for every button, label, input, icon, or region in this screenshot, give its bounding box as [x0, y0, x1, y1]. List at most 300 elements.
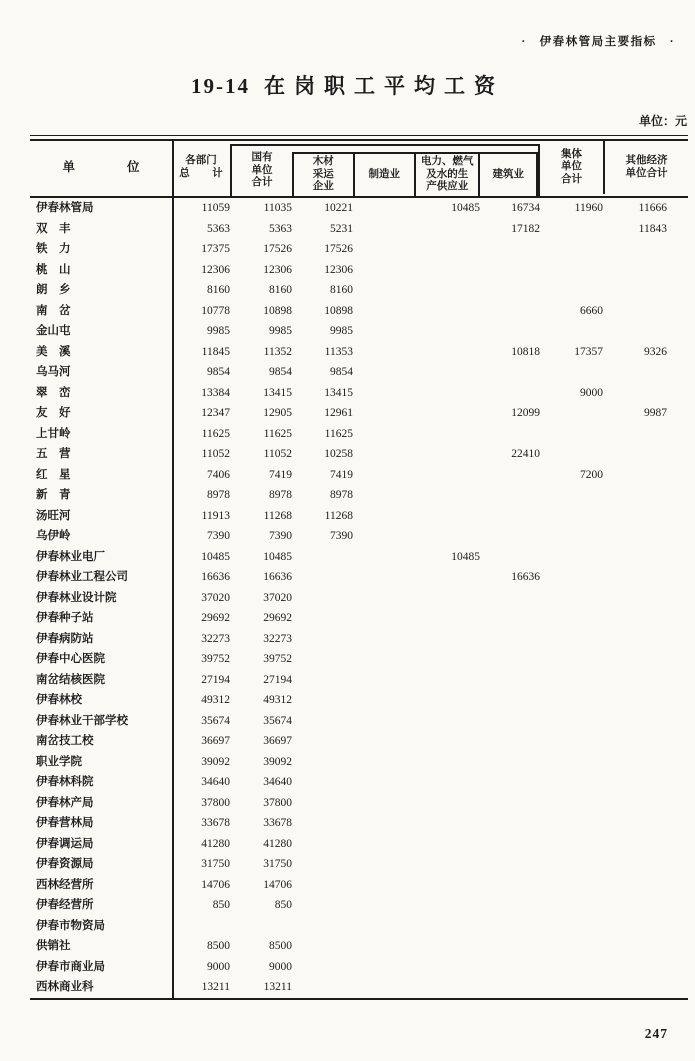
unit-name: 伊春营林局 [36, 817, 94, 829]
value-cell [603, 834, 667, 855]
unit-name: 五 营 [36, 448, 71, 460]
value-cell: 11625 [201, 427, 230, 440]
unit-name: 伊春林校 [36, 694, 82, 706]
value-cell: 6660 [580, 304, 603, 317]
unit-name: 红 星 [36, 468, 71, 481]
value-cell: 16636 [263, 571, 292, 583]
value-cell [540, 649, 603, 670]
value-cell [292, 772, 353, 793]
table-row [30, 526, 688, 547]
value-cell: 9000 [580, 386, 603, 399]
value-cell: 11052 [263, 448, 292, 460]
unit-name: 伊春林管局 [36, 202, 94, 214]
value-cell [480, 834, 540, 855]
table-row [30, 608, 688, 629]
table-row [30, 321, 688, 342]
value-cell [540, 321, 603, 342]
value-cell [540, 875, 603, 896]
state-owned-industry-box [292, 152, 538, 196]
value-cell [480, 608, 540, 629]
unit-name: 伊春经营所 [36, 899, 94, 911]
value-cell [480, 957, 540, 978]
table-row [30, 957, 688, 978]
value-cell [540, 793, 603, 814]
unit-name: 金山屯 [36, 325, 71, 337]
value-cell [415, 567, 480, 588]
value-cell [415, 424, 480, 445]
table-row [30, 239, 688, 260]
value-cell: 33678 [201, 817, 230, 829]
unit-name: 朗 乡 [36, 284, 71, 296]
value-cell [353, 670, 415, 691]
value-cell [353, 711, 415, 732]
value-cell: 10898 [263, 304, 292, 317]
table-row [30, 362, 688, 383]
table-row [30, 813, 688, 834]
value-cell [603, 957, 667, 978]
value-cell: 27194 [201, 673, 230, 686]
value-cell [292, 547, 353, 568]
value-cell [353, 813, 415, 834]
value-cell: 13415 [324, 386, 353, 399]
value-cell [540, 895, 603, 916]
unit-name: 乌马河 [36, 366, 71, 378]
value-cell [292, 670, 353, 691]
value-cell [480, 424, 540, 445]
value-cell [415, 629, 480, 650]
value-cell [540, 608, 603, 629]
value-cell [353, 752, 415, 773]
value-cell [603, 260, 667, 281]
value-cell [603, 465, 667, 486]
value-cell [353, 342, 415, 363]
value-cell [292, 711, 353, 732]
value-cell [292, 977, 353, 998]
value-cell: 10778 [201, 304, 230, 317]
col-header-state-total: 国有 单位 合计 [251, 152, 273, 189]
table-row [30, 731, 688, 752]
value-cell [415, 526, 480, 547]
value-cell [540, 957, 603, 978]
unit-name: 职业学院 [36, 755, 82, 768]
value-cell: 32273 [201, 632, 230, 645]
value-cell [603, 321, 667, 342]
unit-name: 铁 力 [36, 243, 71, 255]
table-row [30, 301, 688, 322]
table-row [30, 198, 688, 219]
value-cell: 11913 [201, 509, 230, 522]
value-cell: 10485 [201, 550, 230, 563]
value-cell: 9854 [330, 366, 353, 378]
table-row [30, 403, 688, 424]
value-cell [353, 424, 415, 445]
value-cell [480, 670, 540, 691]
value-cell [540, 916, 603, 937]
value-cell [292, 916, 353, 937]
value-cell [353, 895, 415, 916]
value-cell: 9985 [207, 325, 230, 337]
value-cell [540, 629, 603, 650]
value-cell [603, 916, 667, 937]
value-cell [353, 916, 415, 937]
value-cell [480, 301, 540, 322]
value-cell: 9326 [644, 345, 667, 358]
unit-name: 双 丰 [36, 222, 71, 235]
value-cell: 8160 [269, 284, 292, 296]
unit-name: 伊春林业工程公司 [36, 571, 128, 583]
unit-name: 乌伊岭 [36, 530, 71, 542]
value-cell [480, 260, 540, 281]
value-cell [415, 895, 480, 916]
value-cell [415, 793, 480, 814]
value-cell [353, 875, 415, 896]
value-cell [603, 362, 667, 383]
value-cell: 9985 [269, 325, 292, 337]
table-row [30, 752, 688, 773]
table-row [30, 547, 688, 568]
value-cell [540, 403, 603, 424]
col-header-construction: 建筑业 [478, 154, 536, 196]
value-cell: 14706 [263, 878, 292, 891]
value-cell [353, 280, 415, 301]
unit-name: 西林经营所 [36, 878, 94, 891]
value-cell [415, 772, 480, 793]
value-cell: 11059 [201, 202, 230, 214]
table-header [30, 141, 688, 198]
page-title [0, 70, 695, 100]
value-cell [292, 793, 353, 814]
value-cell [415, 731, 480, 752]
value-cell [415, 649, 480, 670]
table-row [30, 793, 688, 814]
value-cell [353, 608, 415, 629]
value-cell: 5363 [269, 222, 292, 235]
value-cell [540, 731, 603, 752]
value-cell: 16636 [511, 571, 540, 583]
value-cell [415, 301, 480, 322]
value-cell [292, 936, 353, 957]
value-cell [415, 260, 480, 281]
table-row [30, 977, 688, 998]
value-cell: 34640 [201, 776, 230, 788]
value-cell: 17357 [574, 345, 603, 358]
value-cell [292, 813, 353, 834]
value-cell [480, 465, 540, 486]
value-cell [415, 854, 480, 875]
value-cell: 39092 [201, 755, 230, 768]
value-cell [353, 260, 415, 281]
value-cell [353, 465, 415, 486]
table-row [30, 260, 688, 281]
value-cell [603, 670, 667, 691]
unit-name: 伊春林业设计院 [36, 591, 117, 604]
value-cell [353, 403, 415, 424]
value-cell [480, 506, 540, 527]
value-cell [415, 465, 480, 486]
value-cell: 9987 [644, 407, 667, 419]
value-cell [480, 711, 540, 732]
value-cell [353, 772, 415, 793]
value-cell [415, 834, 480, 855]
table-row [30, 670, 688, 691]
value-cell: 16636 [201, 571, 230, 583]
table-row [30, 895, 688, 916]
value-cell: 10221 [324, 202, 353, 214]
value-cell [603, 506, 667, 527]
value-cell: 39752 [263, 653, 292, 665]
value-cell: 13384 [201, 386, 230, 399]
value-cell [603, 629, 667, 650]
value-cell: 9000 [207, 960, 230, 973]
value-cell: 12306 [263, 263, 292, 276]
table-row [30, 567, 688, 588]
value-cell [292, 588, 353, 609]
table-row [30, 916, 688, 937]
table-row [30, 772, 688, 793]
value-cell [415, 342, 480, 363]
value-cell [603, 731, 667, 752]
value-cell [603, 875, 667, 896]
value-cell: 7390 [269, 530, 292, 542]
unit-name: 供销社 [36, 940, 71, 952]
value-cell: 12306 [201, 263, 230, 276]
value-cell [540, 280, 603, 301]
col-header-unit: 单 位 [62, 160, 140, 175]
value-cell [540, 506, 603, 527]
value-cell [480, 383, 540, 404]
value-cell [540, 567, 603, 588]
value-cell [603, 280, 667, 301]
table-title-text: 在岗职工平均工资 [264, 74, 504, 98]
value-cell: 34640 [263, 776, 292, 788]
value-cell: 12306 [324, 263, 353, 276]
unit-name: 伊春病防站 [36, 632, 94, 645]
table-row [30, 834, 688, 855]
value-cell: 11035 [263, 202, 292, 214]
value-cell [603, 588, 667, 609]
value-cell: 11960 [574, 202, 603, 214]
value-cell: 32273 [263, 632, 292, 645]
table-row [30, 424, 688, 445]
value-cell [480, 649, 540, 670]
value-cell: 39092 [263, 755, 292, 768]
value-cell [415, 485, 480, 506]
value-cell [540, 260, 603, 281]
value-cell [353, 690, 415, 711]
value-cell [480, 977, 540, 998]
value-cell: 35674 [201, 714, 230, 727]
value-cell [540, 854, 603, 875]
value-cell: 17526 [324, 243, 353, 255]
value-cell: 11352 [263, 345, 292, 358]
table-row [30, 711, 688, 732]
value-cell [353, 649, 415, 670]
value-cell [353, 526, 415, 547]
col-header-timber: 木材 采运 企业 [312, 156, 334, 193]
value-cell [353, 301, 415, 322]
value-cell [292, 752, 353, 773]
value-cell: 39752 [201, 653, 230, 665]
value-cell: 8500 [207, 940, 230, 952]
value-cell [480, 362, 540, 383]
value-cell [353, 444, 415, 465]
value-cell: 22410 [511, 448, 540, 460]
value-cell [415, 670, 480, 691]
value-cell [292, 567, 353, 588]
value-cell [540, 752, 603, 773]
unit-name: 伊春林产局 [36, 796, 94, 809]
value-cell: 7390 [330, 530, 353, 542]
col-header-dept-total: 各部门 总 计 [179, 155, 229, 179]
unit-name: 西林商业科 [36, 981, 94, 993]
unit-name: 汤旺河 [36, 509, 71, 522]
value-cell: 9854 [269, 366, 292, 378]
value-cell [353, 731, 415, 752]
value-cell [540, 670, 603, 691]
table-row [30, 875, 688, 896]
value-cell [292, 895, 353, 916]
value-cell: 27194 [263, 673, 292, 686]
value-cell [353, 485, 415, 506]
value-cell [540, 526, 603, 547]
value-cell [480, 731, 540, 752]
page-number: 247 [644, 1026, 668, 1041]
value-cell [540, 444, 603, 465]
unit-name: 友 好 [36, 407, 71, 419]
value-cell: 8978 [207, 489, 230, 501]
value-cell [603, 772, 667, 793]
unit-name: 新 青 [36, 489, 71, 501]
value-cell [480, 793, 540, 814]
value-cell [415, 977, 480, 998]
value-cell: 7390 [207, 530, 230, 542]
value-cell [603, 977, 667, 998]
value-cell [353, 957, 415, 978]
value-cell: 10485 [451, 550, 480, 563]
table-row [30, 383, 688, 404]
value-cell: 37800 [263, 796, 292, 809]
value-cell [415, 403, 480, 424]
value-cell [480, 526, 540, 547]
unit-name: 伊春林科院 [36, 776, 94, 788]
value-cell [292, 875, 353, 896]
value-cell [353, 321, 415, 342]
value-cell: 11268 [263, 509, 292, 522]
value-cell: 5231 [330, 222, 353, 235]
value-cell [172, 916, 230, 937]
table-row [30, 485, 688, 506]
value-cell [603, 752, 667, 773]
value-cell: 13211 [201, 981, 230, 993]
table-row [30, 465, 688, 486]
value-cell: 7200 [580, 468, 603, 481]
value-cell [603, 649, 667, 670]
table-row [30, 444, 688, 465]
value-cell: 29692 [263, 612, 292, 624]
value-cell [480, 547, 540, 568]
table-number: 19-14 [191, 74, 250, 98]
value-cell: 10258 [324, 448, 353, 460]
value-cell [353, 383, 415, 404]
value-cell [480, 854, 540, 875]
value-cell [415, 321, 480, 342]
value-cell: 11625 [324, 427, 353, 440]
value-cell [603, 485, 667, 506]
value-cell: 8160 [207, 284, 230, 296]
value-cell: 8978 [330, 489, 353, 501]
value-cell [540, 219, 603, 240]
value-cell: 49312 [263, 694, 292, 706]
value-cell: 11845 [201, 345, 230, 358]
value-cell [353, 567, 415, 588]
value-cell: 11625 [263, 427, 292, 440]
value-cell [480, 916, 540, 937]
value-cell [603, 526, 667, 547]
value-cell [480, 895, 540, 916]
value-cell: 850 [212, 899, 230, 911]
value-cell [292, 834, 353, 855]
value-cell: 8978 [269, 489, 292, 501]
value-cell [292, 731, 353, 752]
col-header-other-economy: 其他经济 单位合计 [603, 141, 688, 194]
value-cell: 13211 [263, 981, 292, 993]
value-cell: 31750 [201, 858, 230, 870]
value-cell [415, 608, 480, 629]
table-row [30, 219, 688, 240]
value-cell [230, 916, 292, 937]
col-header-power: 电力、燃气 及水的生 产供应业 [414, 154, 478, 196]
value-cell: 9000 [269, 960, 292, 973]
value-cell [603, 239, 667, 260]
value-cell [540, 547, 603, 568]
value-cell [540, 711, 603, 732]
value-cell: 8500 [269, 940, 292, 952]
table-row [30, 690, 688, 711]
value-cell [603, 383, 667, 404]
value-cell [353, 239, 415, 260]
value-cell: 13415 [263, 386, 292, 399]
value-cell [480, 280, 540, 301]
value-cell: 37020 [263, 591, 292, 604]
unit-name: 伊春市商业局 [36, 960, 105, 973]
value-cell [292, 608, 353, 629]
value-cell: 7406 [207, 468, 230, 481]
value-cell [415, 506, 480, 527]
value-cell [415, 711, 480, 732]
unit-name: 伊春资源局 [36, 858, 94, 870]
value-cell [603, 424, 667, 445]
value-cell: 12905 [263, 407, 292, 419]
table-row [30, 854, 688, 875]
unit-name: 伊春种子站 [36, 612, 94, 624]
table-row [30, 649, 688, 670]
table-row [30, 629, 688, 650]
unit-name: 南岔结核医院 [36, 673, 105, 686]
value-cell [540, 813, 603, 834]
value-cell [353, 198, 415, 219]
unit-name: 桃 山 [36, 263, 71, 276]
table-row [30, 506, 688, 527]
value-cell [603, 608, 667, 629]
value-cell [603, 444, 667, 465]
value-cell: 5363 [207, 222, 230, 235]
value-cell [603, 895, 667, 916]
table-row [30, 342, 688, 363]
value-cell [540, 588, 603, 609]
value-cell [480, 690, 540, 711]
unit-name: 南 岔 [36, 304, 71, 317]
value-cell [540, 772, 603, 793]
